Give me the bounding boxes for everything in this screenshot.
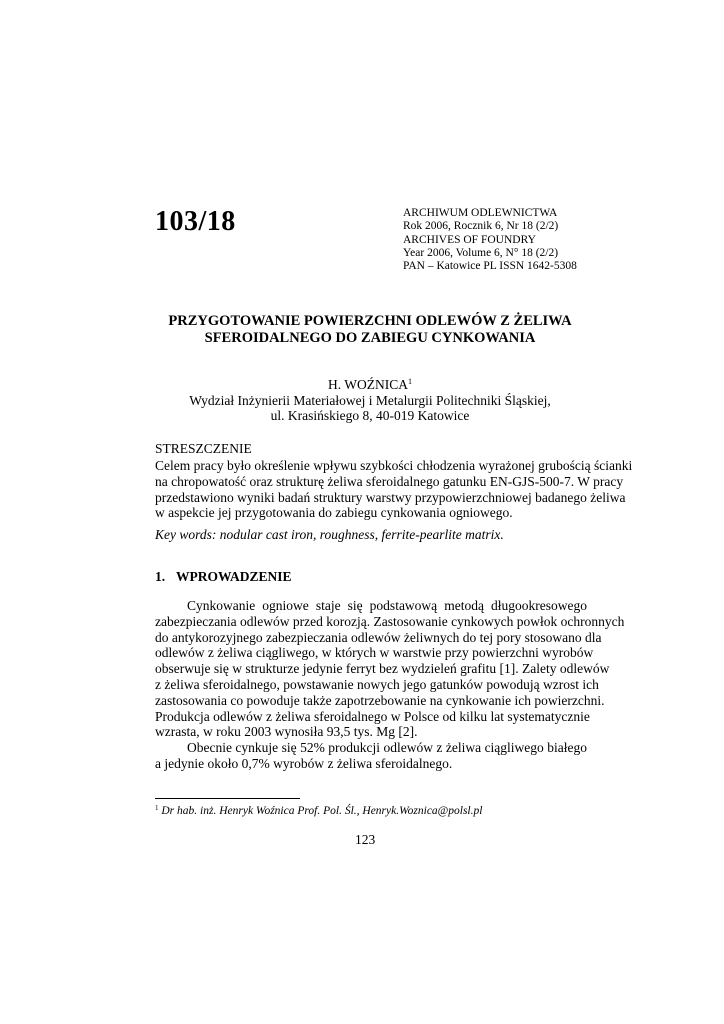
section-heading [155,569,292,585]
journal-line: ARCHIWUM ODLEWNICTWA [403,207,558,219]
body-line: wzrasta, w roku 2003 wynosiła 93,5 tys. Mg [2]. [155,724,418,740]
body-line: Obecnie cynkuje się 52% produkcji odlewów z żeliwa ciągliwego białego [187,740,587,756]
footnote-text: Dr hab. inż. Henryk Woźnica Prof. Pol. Śl., Henryk.Woznica@polsl.pl [161,805,483,817]
footnote-marker: 1 [155,804,159,812]
author-footnote-marker: 1 [408,377,412,386]
journal-info [403,207,577,273]
body-line: do antykorozyjnego zabezpieczania odlewów żeliwnych do tej pory stosowano dla [155,629,602,645]
abstract-text [155,458,633,521]
body-line: zastosowania co powoduje także zapotrzebowanie na cynkowanie ich powierzchni. [155,692,605,708]
abstract-heading: STRESZCZENIE [155,441,252,456]
journal-line: ARCHIVES OF FOUNDRY [403,233,536,246]
author-address: ul. Krasińskiego 8, 40-019 Katowice [270,408,470,423]
author-name-line [100,374,640,393]
body-line: zabezpieczania odlewów przed korozją. Zastosowanie cynkowych powłok ochronnych [155,613,625,629]
title-line: PRZYGOTOWANIE POWIERZCHNI ODLEWÓW Z ŻELIWA [168,313,572,329]
abstract-line: w aspekcie jej przygotowania do zabiegu cynkowania ogniowego. [155,505,513,521]
author-block [100,374,640,424]
section-number: 1. [155,569,166,584]
abstract-line: Celem pracy było określenie wpływu szybkości chłodzenia wyrażonej grubością ścianki [155,458,633,473]
keywords: Key words: nodular cast iron, roughness, ferrite-pearlite matrix. [155,527,504,542]
footnote-separator [155,798,300,799]
paper-title [100,313,640,346]
author-name: H. WOŹNICA [328,377,408,392]
section-body [155,598,625,772]
abstract-line: na chropowatość oraz strukturę żeliwa sferoidalnego gatunku EN-GJS-500-7. W pracy [155,473,624,489]
page-number: 123 [355,832,376,847]
author-affiliation: Wydział Inżynierii Materiałowej i Metalurgii Politechniki Śląskiej, [189,392,551,408]
footnote [155,804,482,817]
body-line: Produkcja odlewów z żeliwa sferoidalnego w Polsce od kilku lat systematycznie [155,708,590,724]
title-line: SFEROIDALNEGO DO ZABIEGU CYNKOWANIA [204,329,536,346]
body-line: Cynkowanie ogniowe staje się podstawową metodą długookresowego [187,598,587,613]
body-line: a jedynie około 0,7% wyrobów z żeliwa sferoidalnego. [155,755,453,771]
body-line: obserwuje się w strukturze jedynie ferryt bez wydzieleń grafitu [1]. Zalety odlewów [155,661,610,677]
abstract-line: przedstawiono wyniki badań struktury warstwy przypowierzchniowej badanego żeliwa [155,489,626,505]
section-title: WPROWADZENIE [176,569,292,584]
body-line: z żeliwa sferoidalnego, powstawanie nowych jego gatunków powodują wzrost ich [155,676,599,692]
journal-line: Year 2006, Volume 6, N° 18 (2/2) [403,246,559,259]
journal-line: PAN – Katowice PL ISSN 1642-5308 [403,260,577,273]
body-line: odlewów z żeliwa ciągliwego, w których w warstwie przy powierzchni wyrobów [155,645,594,661]
journal-line: Rok 2006, Rocznik 6, Nr 18 (2/2) [403,220,559,233]
paper-number: 103/18 [155,206,236,237]
